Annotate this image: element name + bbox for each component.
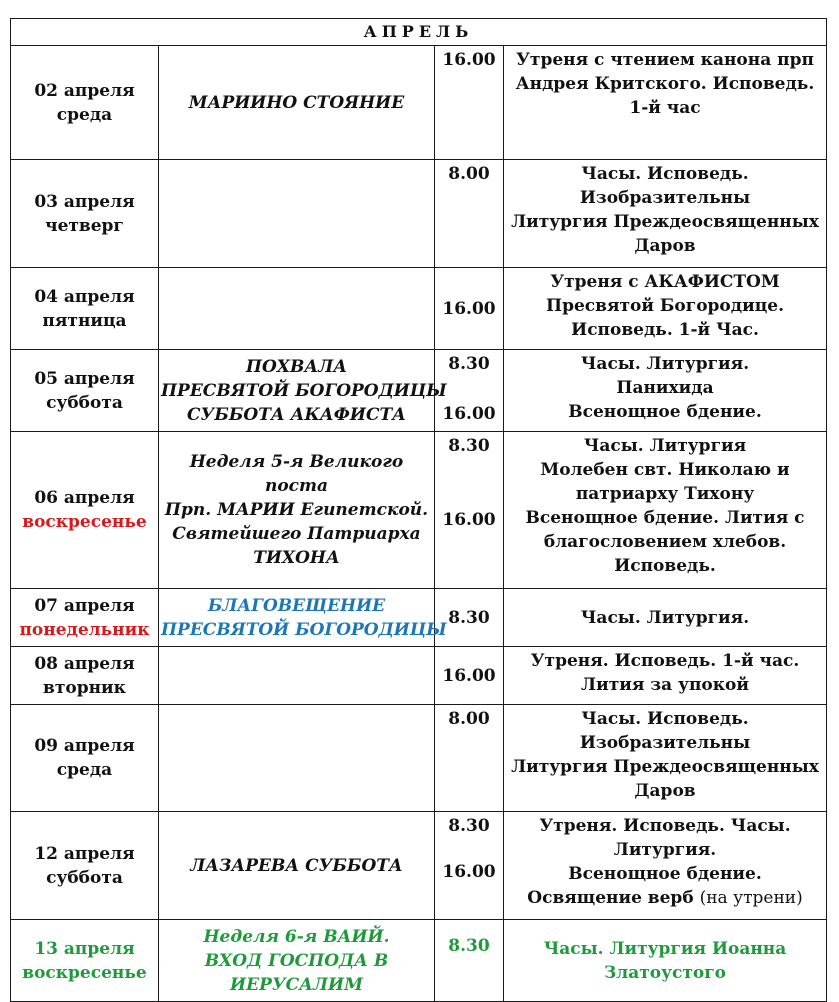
date-text: 05 апреля — [34, 368, 135, 389]
feast-line: Прп. МАРИИ Египетской. — [164, 500, 429, 520]
feast-line: ТИХОНА — [253, 548, 340, 568]
service-line: Всенощное бдение. — [568, 864, 762, 884]
time-cell — [435, 920, 504, 1002]
time-text: 8.00 — [448, 164, 490, 184]
time-text: 8.30 — [448, 436, 490, 456]
service-line: Лития за упокой — [581, 675, 749, 695]
date-text: 02 апреля — [34, 80, 135, 101]
services-cell — [504, 812, 827, 920]
date-cell — [11, 920, 159, 1002]
service-line: патриарху Тихону — [575, 484, 755, 504]
service-line: Всенощное бдение. — [568, 402, 762, 422]
feast-line: ЛАЗАРЕВА СУББОТА — [190, 855, 403, 876]
date-cell — [11, 432, 159, 589]
feast-line: Неделя 5-я Великого — [189, 452, 404, 472]
services-cell — [504, 705, 827, 812]
time-cell — [435, 705, 504, 812]
time-text: 16.00 — [442, 862, 496, 882]
date-text: 07 апреля — [34, 595, 135, 616]
service-line: Литургия Преждеосвященных — [511, 757, 819, 777]
feast-cell — [159, 920, 435, 1002]
weekday-text: воскресенье — [22, 962, 147, 983]
weekday-text: воскресенье — [22, 512, 147, 532]
service-line: Часы. Литургия — [583, 436, 747, 456]
date-text: 03 апреля — [34, 191, 135, 212]
service-line: Часы. Исповедь. — [581, 709, 749, 729]
date-cell — [11, 589, 159, 647]
feast-cell — [159, 647, 435, 705]
date-cell — [11, 705, 159, 812]
date-cell — [11, 350, 159, 432]
service-line: Андрея Критского. Исповедь. — [515, 74, 815, 94]
feast-line: Неделя 6-я ВАИЙ. — [203, 926, 390, 947]
services-cell — [504, 46, 827, 160]
services-cell — [504, 647, 827, 705]
schedule-row — [11, 920, 827, 1002]
schedule-row — [11, 46, 827, 160]
date-text: 13 апреля — [34, 938, 135, 959]
service-line: Часы. Литургия. — [580, 607, 750, 628]
service-text: Освящение верб — [527, 888, 694, 908]
feast-line: поста — [264, 476, 329, 496]
time-gap — [437, 458, 501, 508]
time-cell — [435, 46, 504, 160]
weekday-text: суббота — [46, 867, 123, 888]
month-header-row — [11, 19, 827, 46]
time-text: 16.00 — [442, 404, 496, 424]
time-text: 16.00 — [442, 665, 496, 686]
feast-line: ВХОД ГОСПОДА В — [204, 950, 389, 971]
feast-cell — [159, 589, 447, 647]
service-line: Всенощное бдение. Лития с — [525, 508, 805, 528]
time-text: 16.00 — [442, 510, 496, 530]
feast-line: СУББОТА АКАФИСТА — [187, 404, 406, 425]
time-text: 8.00 — [448, 709, 490, 729]
feast-cell — [159, 268, 435, 350]
weekday-text: вторник — [43, 677, 126, 698]
weekday-text: пятница — [42, 310, 127, 331]
weekday-text: понедельник — [19, 619, 150, 640]
service-line: Часы. Исповедь. — [581, 164, 749, 184]
service-line-with-note — [506, 886, 824, 910]
time-text: 16.00 — [442, 50, 496, 70]
feast-cell — [159, 432, 435, 589]
service-line: Утреня с чтением канона прп — [516, 50, 814, 70]
service-line: Утреня с АКАФИСТОМ — [550, 272, 780, 292]
service-line: Часы. Литургия. — [580, 354, 750, 374]
date-cell — [11, 268, 159, 350]
time-gap — [437, 838, 501, 860]
date-text: 06 апреля — [34, 488, 135, 508]
time-text: 16.00 — [442, 298, 496, 319]
services-cell — [504, 589, 827, 647]
time-text: 8.30 — [448, 607, 490, 628]
time-cell — [435, 812, 504, 920]
schedule-row — [11, 160, 827, 268]
time-text: 8.30 — [448, 354, 490, 374]
feast-cell — [159, 705, 435, 812]
time-text: 8.30 — [448, 935, 490, 956]
schedule-row — [11, 268, 827, 350]
schedule-row — [11, 647, 827, 705]
schedule-row — [11, 589, 827, 647]
service-line: Даров — [634, 236, 696, 256]
services-cell — [504, 920, 827, 1002]
feast-line: ПРЕСВЯТОЙ БОГОРОДИЦЫ — [161, 619, 447, 640]
service-line: 1-й час — [629, 98, 701, 118]
feast-cell — [159, 160, 435, 268]
service-line: Изобразительны — [579, 733, 751, 753]
service-line: Златоустого — [604, 962, 727, 983]
services-cell — [504, 160, 827, 268]
service-line: Литургия Преждеосвященных — [511, 212, 819, 232]
date-text: 08 апреля — [34, 653, 135, 674]
month-title: АПРЕЛЬ — [11, 19, 827, 46]
services-cell — [504, 432, 827, 589]
service-line: Исповедь. 1-й Час. — [571, 320, 759, 340]
time-cell — [435, 432, 504, 589]
date-cell — [11, 160, 159, 268]
schedule-row — [11, 432, 827, 589]
feast-line: ПОХВАЛА — [245, 356, 348, 377]
feast-line: БЛАГОВЕЩЕНИЕ — [207, 595, 386, 616]
service-line: Часы. Литургия Иоанна — [543, 938, 787, 959]
services-cell — [504, 350, 827, 432]
time-text: 8.30 — [448, 816, 490, 836]
service-line: Литургия. — [613, 840, 717, 860]
date-text: 04 апреля — [34, 286, 135, 307]
date-cell — [11, 812, 159, 920]
date-cell — [11, 647, 159, 705]
date-cell — [11, 46, 159, 160]
service-line: благословением хлебов. — [543, 532, 787, 552]
time-cell — [435, 268, 504, 350]
feast-cell — [159, 812, 435, 920]
service-line: Изобразительны — [579, 188, 751, 208]
services-cell — [504, 268, 827, 350]
service-line: Панихида — [616, 378, 714, 398]
date-text: 09 апреля — [34, 736, 135, 756]
feast-line: ИЕРУСАЛИМ — [230, 974, 363, 995]
schedule-row — [11, 350, 827, 432]
schedule-row — [11, 812, 827, 920]
service-line: Даров — [634, 781, 696, 801]
date-text: 12 апреля — [34, 843, 135, 864]
feast-line: МАРИИНО СТОЯНИЕ — [188, 92, 405, 113]
feast-line: Святейшего Патриарха — [172, 524, 421, 544]
feast-cell — [159, 350, 447, 432]
service-line: Утреня. Исповедь. 1-й час. — [530, 651, 800, 671]
service-line: Исповедь. — [614, 556, 716, 576]
service-line: Молебен свт. Николаю и — [540, 460, 790, 480]
service-note: (на утрени) — [699, 888, 803, 908]
service-line: Пресвятой Богородице. — [546, 296, 784, 316]
schedule-row — [11, 705, 827, 812]
weekday-text: суббота — [46, 392, 123, 413]
schedule-table — [10, 18, 827, 1002]
feast-cell — [159, 46, 435, 160]
weekday-text: четверг — [45, 215, 124, 236]
feast-line: ПРЕСВЯТОЙ БОГОРОДИЦЫ — [161, 380, 447, 401]
time-cell — [435, 647, 504, 705]
weekday-text: среда — [56, 104, 113, 125]
weekday-text: среда — [56, 760, 113, 780]
service-line: Утреня. Исповедь. Часы. — [539, 816, 791, 836]
time-cell — [435, 160, 504, 268]
